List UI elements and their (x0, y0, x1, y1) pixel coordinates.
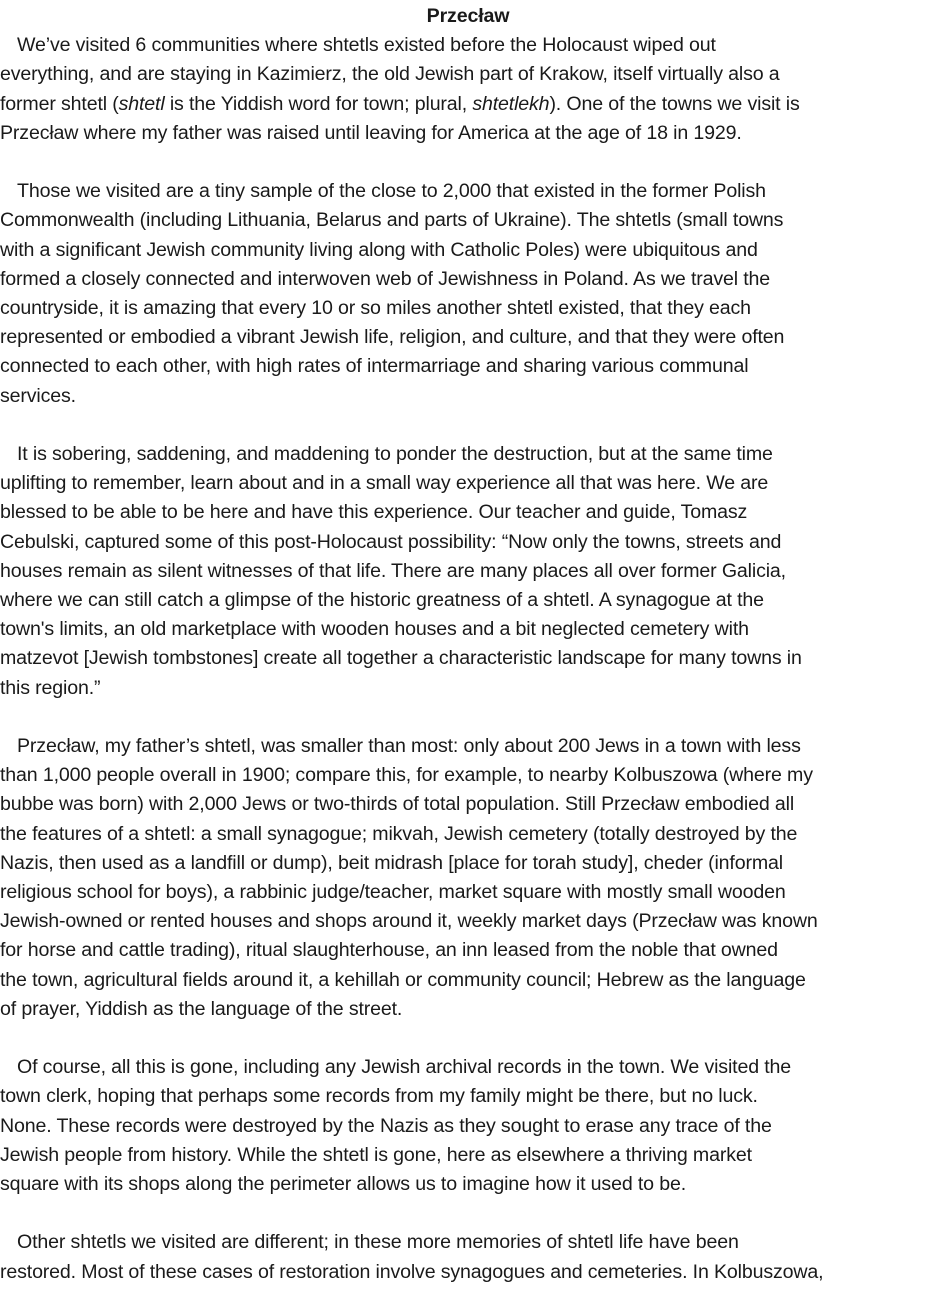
text-run: Of course, all this is gone, including any Jewish archival records in the town. We visited the town clerk, hoping that perhaps some records from my family might be there, but no luck. None. These records were destroyed by the Nazis as they sought to erase any trace of the Jewish people from history. While the shtetl is gone, here as elsewhere a thriving market square with its shops along the perimeter allows us to imagine how it used to be. (0, 1056, 792, 1196)
italic-text-run: shtetl (118, 92, 165, 115)
paragraph (0, 440, 936, 703)
paragraph (0, 732, 936, 1024)
paragraph (0, 177, 936, 411)
text-run: Other shtetls we visited are different; in these more memories of shtetl life have been restored. Most of these cases of restoration involve synagogues and cemeteries. In Kolbuszowa, (0, 1231, 824, 1283)
paragraph-gap (0, 148, 936, 177)
italic-text-run: shtetlekh (472, 92, 550, 115)
text-run: We’ve visited 6 communities where shtetls existed before the Holocaust wiped out everything, and are staying in Kazimierz, the old Jewish part of Krakow, itself virtually also a former shtetl ( (0, 34, 780, 115)
document-title: Przecław (426, 5, 510, 27)
document-page (0, 2, 936, 1287)
text-run: ). One of the towns we visit is Przecław where my father was raised until leaving for America at the age of 18 in 1929. (0, 92, 800, 144)
paragraph (0, 31, 936, 148)
text-run: Those we visited are a tiny sample of the close to 2,000 that existed in the former Polish Commonwealth (including Lithuania, Belarus and parts of Ukraine). The shtetls (small towns with a significant Jewish community living along with Catholic Poles) were ubiquitous and formed a closely connected and interwoven web of Jewishness in Poland. As we travel the countryside, it is amazing that every 10 or so miles another shtetl existed, that they each represented or embodied a vibrant Jewish life, religion, and culture, and that they were often connected to each other, with high rates of intermarriage and sharing various communal services. (0, 180, 785, 407)
paragraph-gap (0, 411, 936, 440)
text-run: is the Yiddish word for town; plural, (164, 92, 473, 115)
paragraph-gap (0, 703, 936, 732)
text-run: Przecław, my father’s shtetl, was smaller than most: only about 200 Jews in a town with less than 1,000 people overall in 1900; compare this, for example, to nearby Kolbuszowa (where my bubbe was born) with 2,000 Jews or two-thirds of total population. Still Przecław embodied all the features of a shtetl: a small synagogue; mikvah, Jewish cemetery (totally destroyed by the Nazis, then used as a landfill or dump), beit midrash [place for torah study], cheder (informal religious school for boys), a rabbinic judge/teacher, market square with mostly small wooden Jewish-owned or rented houses and shops around it, weekly market days (Przecław was known for horse and cattle trading), ritual slaughterhouse, an inn leased from the noble that owned the town, agricultural fields around it, a kehillah or community council; Hebrew as the language of prayer, Yiddish as the language of the street. (0, 735, 818, 1020)
paragraph-gap (0, 1024, 936, 1053)
paragraph-gap (0, 1199, 936, 1228)
paragraph (0, 1228, 936, 1286)
text-run: It is sobering, saddening, and maddening to ponder the destruction, but at the same time uplifting to remember, learn about and in a small way experience all that was here. We are blessed to be able to be here and have this experience. Our teacher and guide, Tomasz Cebulski, captured some of this post-Holocaust possibility: “Now only the towns, streets and houses remain as silent witnesses of that life. There are many places all over former Galicia, where we can still catch a glimpse of the historic greatness of a shtetl. A synagogue at the town's limits, an old marketplace with wooden houses and a bit neglected cemetery with matzevot [Jewish tombstones] create all together a characteristic landscape for many towns in this region.” (0, 443, 802, 699)
paragraph (0, 1053, 936, 1199)
